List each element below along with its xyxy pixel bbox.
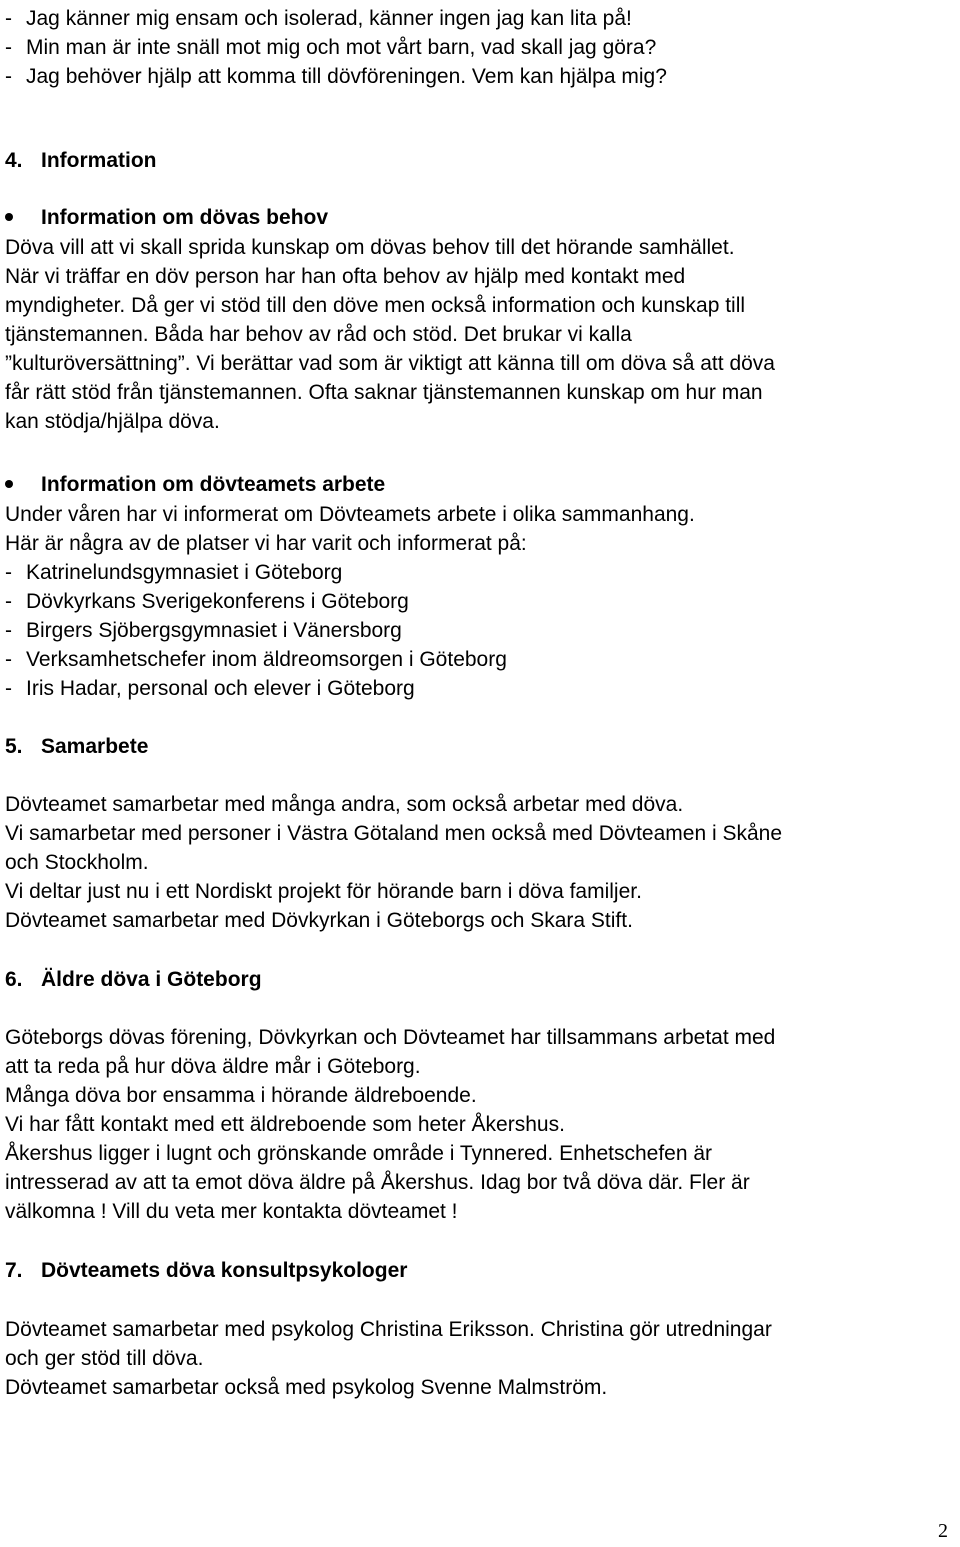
list-item: - Katrinelundsgymnasiet i Göteborg xyxy=(5,561,343,584)
paragraph-line: Vi samarbetar med personer i Västra Götaland men också med Dövteamen i Skåne xyxy=(5,822,782,845)
paragraph-line: Dövteamet samarbetar också med psykolog Svenne Malmström. xyxy=(5,1376,608,1399)
paragraph-line: tjänstemannen. Båda har behov av råd och stöd. Det brukar vi kalla xyxy=(5,323,632,346)
paragraph-line: Vi deltar just nu i ett Nordiskt projekt för hörande barn i döva familjer. xyxy=(5,880,642,903)
paragraph-line: ”kulturöversättning”. Vi berättar vad som är viktigt att känna till om döva så att döva xyxy=(5,352,775,375)
list-item: - Min man är inte snäll mot mig och mot vårt barn, vad skall jag göra? xyxy=(5,36,657,59)
paragraph-line: Här är några av de platser vi har varit och informerat på: xyxy=(5,532,527,555)
paragraph-line: får rätt stöd från tjänstemannen. Ofta saknar tjänstemannen kunskap om hur man xyxy=(5,381,763,404)
paragraph-line: att ta reda på hur döva äldre mår i Göteborg. xyxy=(5,1055,421,1078)
paragraph-line: intresserad av att ta emot döva äldre på Åkershus. Idag bor två döva där. Fler är xyxy=(5,1171,750,1194)
subheading-dovteamets-arbete: Information om dövteamets arbete xyxy=(41,473,386,496)
paragraph-line: Dövteamet samarbetar med psykolog Christina Eriksson. Christina gör utredningar xyxy=(5,1318,772,1341)
page-number: 2 xyxy=(938,1520,948,1542)
list-item: - Iris Hadar, personal och elever i Göteborg xyxy=(5,677,415,700)
paragraph-line: kan stödja/hjälpa döva. xyxy=(5,410,220,433)
list-item: - Verksamhetschefer inom äldreomsorgen i Göteborg xyxy=(5,648,507,671)
list-item: - Jag behöver hjälp att komma till dövföreningen. Vem kan hjälpa mig? xyxy=(5,65,667,88)
paragraph-line: Dövteamet samarbetar med många andra, som också arbetar med döva. xyxy=(5,793,684,816)
section-7-heading: 7. Dövteamets döva konsultpsykologer xyxy=(5,1259,408,1282)
paragraph-line: och Stockholm. xyxy=(5,851,149,874)
paragraph-line: När vi träffar en döv person har han ofta behov av hjälp med kontakt med xyxy=(5,265,686,288)
section-6-heading: 6. Äldre döva i Göteborg xyxy=(5,968,262,991)
list-item: - Dövkyrkans Sverigekonferens i Göteborg xyxy=(5,590,409,613)
section-5-heading: 5. Samarbete xyxy=(5,735,149,758)
paragraph-line: och ger stöd till döva. xyxy=(5,1347,204,1370)
list-item: - Birgers Sjöbergsgymnasiet i Vänersborg xyxy=(5,619,402,642)
paragraph-line: Dövteamet samarbetar med Dövkyrkan i Göteborgs och Skara Stift. xyxy=(5,909,633,932)
paragraph-line: välkomna ! Vill du veta mer kontakta dövteamet ! xyxy=(5,1200,458,1223)
bullet-icon xyxy=(5,480,13,488)
paragraph-line: Göteborgs dövas förening, Dövkyrkan och Dövteamet har tillsammans arbetat med xyxy=(5,1026,776,1049)
paragraph-line: Vi har fått kontakt med ett äldreboende som heter Åkershus. xyxy=(5,1113,565,1136)
section-4-heading: 4. Information xyxy=(5,149,157,172)
subheading-dovas-behov: Information om dövas behov xyxy=(41,206,329,229)
bullet-icon xyxy=(5,213,13,221)
paragraph-line: Under våren har vi informerat om Dövteamets arbete i olika sammanhang. xyxy=(5,503,695,526)
paragraph-line: Åkershus ligger i lugnt och grönskande område i Tynnered. Enhetschefen är xyxy=(5,1142,713,1165)
paragraph-line: myndigheter. Då ger vi stöd till den döve men också information och kunskap till xyxy=(5,294,746,317)
paragraph-line: Många döva bor ensamma i hörande äldreboende. xyxy=(5,1084,477,1107)
paragraph-line: Döva vill att vi skall sprida kunskap om dövas behov till det hörande samhället. xyxy=(5,236,735,259)
list-item: - Jag känner mig ensam och isolerad, känner ingen jag kan lita på! xyxy=(5,7,632,30)
